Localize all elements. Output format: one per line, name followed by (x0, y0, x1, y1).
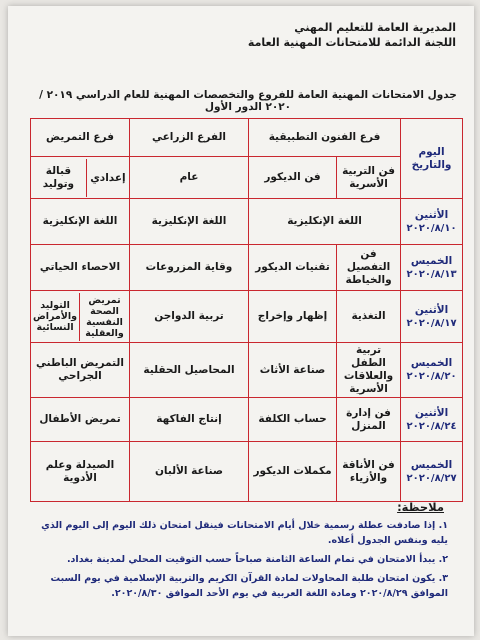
exam-cell: تمريض الصحة النفسية والعقلية (79, 293, 129, 341)
day-cell: الخميس ٢٠٢٠/٨/٢٧ (401, 442, 463, 502)
document-page (8, 6, 474, 636)
exam-cell: مكملات الديكور (249, 442, 337, 502)
exam-cell: تقنيات الديكور (249, 245, 337, 291)
exam-cell: صناعة الألبان (130, 442, 249, 502)
exam-cell: الصيدلة وعلم الأدوية (31, 442, 130, 502)
exam-cell: اللغة الإنكليزية (249, 199, 401, 245)
exam-cell: اللغة الإنكليزية (31, 199, 130, 245)
exam-cell: إنتاج الفاكهة (130, 398, 249, 442)
specialty-cell (31, 157, 130, 199)
exam-cell: فن الأناقة والأزياء (337, 442, 401, 502)
issuer-header (248, 20, 456, 50)
notes-title: ملاحظة: (397, 500, 444, 514)
document-title: جدول الامتحانات المهنية العامة للفروع والتخصصات المهنية للعام الدراسي ٢٠١٩ / ٢٠٢٠ الدور الأول (39, 89, 457, 113)
specialty-cell: إعدادي (86, 159, 129, 197)
day-cell: الخميس ٢٠٢٠/٨/١٣ (401, 245, 463, 291)
exam-cell: التغذية (337, 291, 401, 343)
note-item: ١. إذا صادفت عطلة رسمية خلال أيام الامتحانات فينقل امتحان ذلك اليوم إلى اليوم الذي يليه وبنفس الجدول أعلاه. (41, 520, 448, 546)
exam-cell: وقاية المزروعات (130, 245, 249, 291)
day-cell: الخميس ٢٠٢٠/٨/٢٠ (401, 343, 463, 398)
specialty-cell: فن الديكور (249, 157, 337, 199)
exam-cell: تمريض الأطفال (31, 398, 130, 442)
exam-cell: فن التفصيل والخياطة (337, 245, 401, 291)
header-line-1: المديرية العامة للتعليم المهني (294, 21, 456, 34)
exam-cell: صناعة الأثاث (249, 343, 337, 398)
branch-nursing: فرع التمريض (31, 119, 130, 157)
exam-cell: التوليد والأمراض النسائية (32, 300, 78, 333)
note-item: ٢. يبدأ الامتحان في تمام الساعة الثامنة صباحاً حسب التوقيت المحلي لمدينة بغداد. (66, 554, 448, 565)
exam-schedule-table (30, 118, 463, 502)
exam-cell: الاحصاء الحياتي (31, 245, 130, 291)
exam-cell: المحاصيل الحقلية (130, 343, 249, 398)
branch-agriculture: الفرع الزراعي (130, 119, 249, 157)
day-cell: الأثنين ٢٠٢٠/٨/١٠ (401, 199, 463, 245)
exam-cell: إظهار وإخراج (249, 291, 337, 343)
specialty-cell: عام (130, 157, 249, 199)
note-item: ٣. يكون امتحان طلبة المحاولات لمادة القرآن الكريم والتربية الإسلامية في يوم السبت الموافق ٢٠٢٠/٨/٢٩ ومادة اللغة العربية في يوم الأحد الموافق ٢٠٢٠/٨/٣٠. (50, 573, 448, 599)
exam-cell: التمريض الباطني الجراحي (31, 343, 130, 398)
day-cell: الأثنين ٢٠٢٠/٨/١٧ (401, 291, 463, 343)
specialty-cell: قبالة وتوليد (42, 164, 75, 190)
exam-cell: حساب الكلفة (249, 398, 337, 442)
exam-cell: تربية الدواجن (130, 291, 249, 343)
day-date-header: اليوم والتاريخ (401, 119, 463, 199)
exam-cell: فن إدارة المنزل (337, 398, 401, 442)
header-line-2: اللجنة الدائمة للامتحانات المهنية العامة (247, 36, 456, 49)
specialty-cell: فن التربية الأسرية (337, 157, 401, 199)
exam-cell (31, 291, 130, 343)
day-cell: الأثنين ٢٠٢٠/٨/٢٤ (401, 398, 463, 442)
branch-applied-arts: فرع الفنون التطبيقية (249, 119, 401, 157)
exam-cell: تربية الطفل والعلاقات الأسرية (337, 343, 401, 398)
exam-cell: اللغة الإنكليزية (130, 199, 249, 245)
notes-list (40, 518, 448, 605)
